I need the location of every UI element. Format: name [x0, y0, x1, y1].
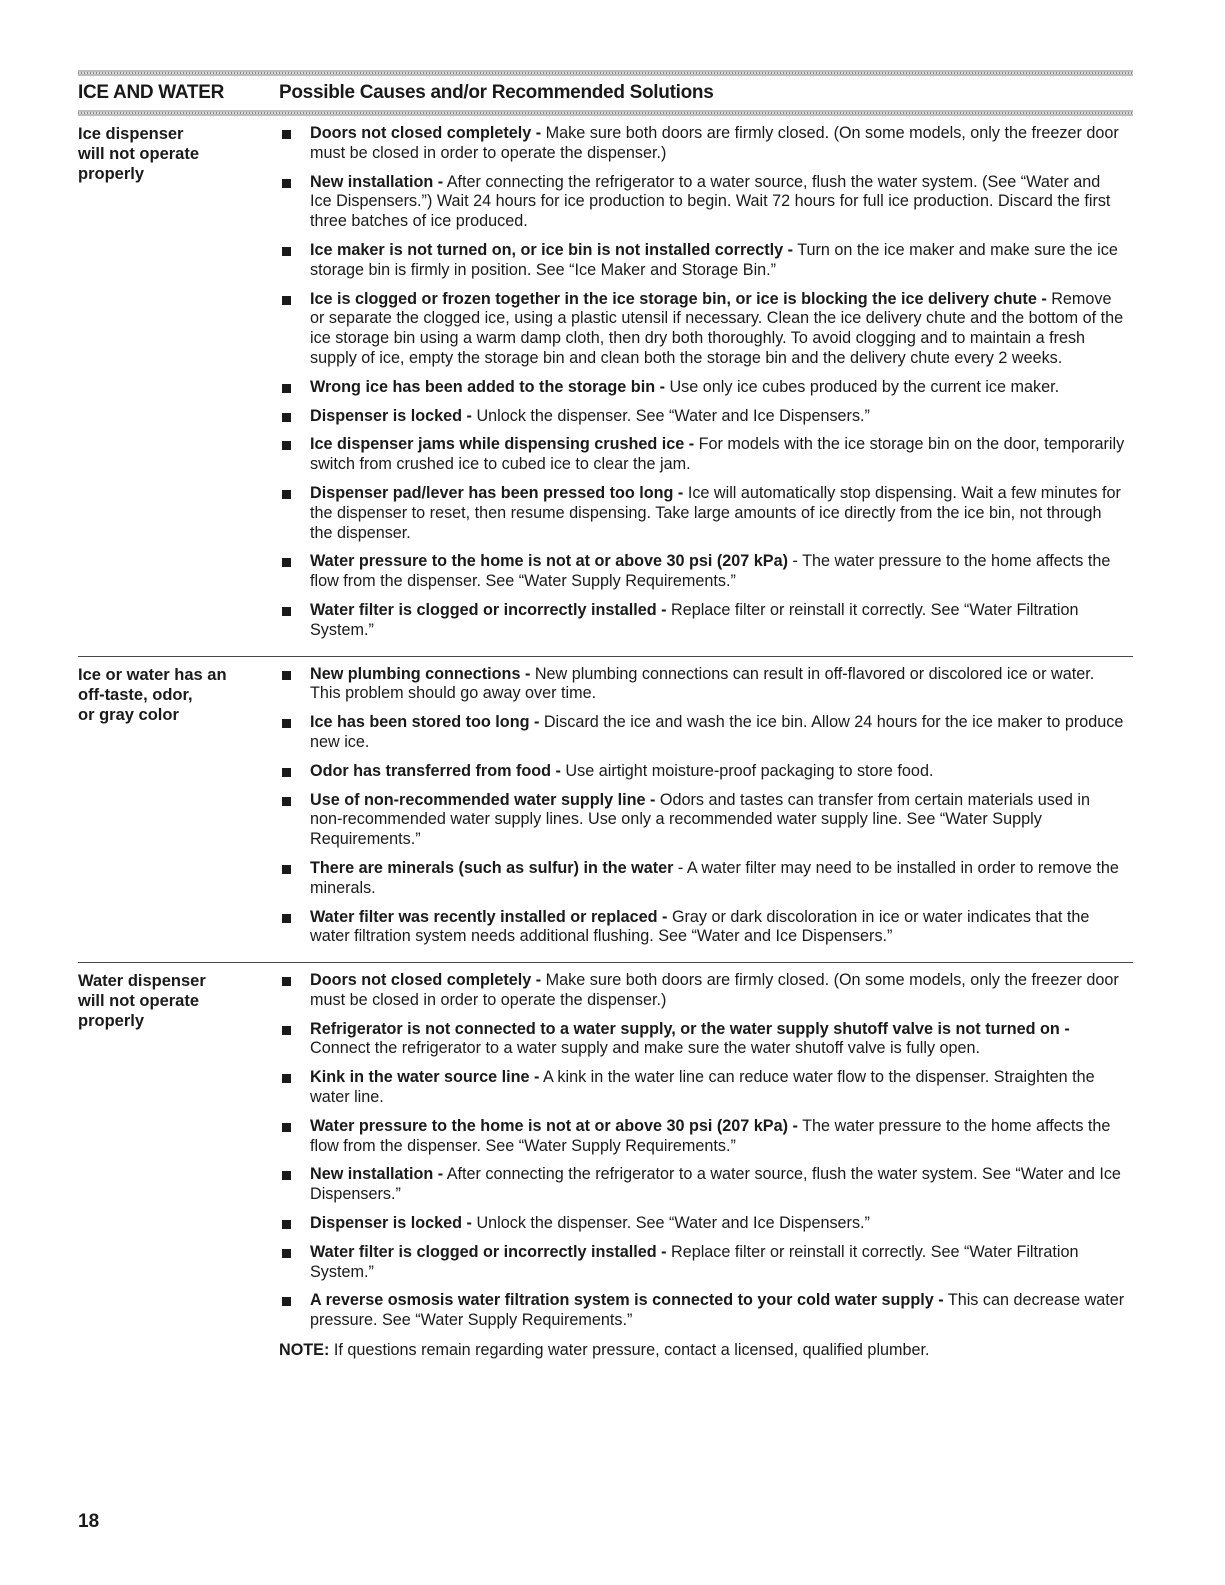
header-category: ICE AND WATER: [78, 82, 224, 103]
square-bullet-icon: [279, 435, 310, 475]
square-bullet-icon: [279, 859, 310, 899]
solution-item: [279, 859, 1133, 899]
square-bullet-icon: [279, 1117, 310, 1157]
solution-text: [310, 1214, 1133, 1234]
solution-text: [310, 601, 1133, 641]
solution-cause: Water pressure to the home is not at or above 30 psi (207 kPa): [310, 552, 788, 571]
solution-remedy: Gray or dark discoloration in ice or water indicates that the water filtration system needs additional flushing. See “Water and Ice Dispensers.”: [310, 907, 1090, 946]
problem-title-line: Ice or water has an: [78, 665, 227, 684]
problem-title-line: Ice dispenser: [78, 125, 184, 143]
solution-remedy: Make sure both doors are firmly closed. (On some models, only the freezer door must be closed in order to operate the dispenser.): [310, 124, 1119, 162]
solution-cause: New plumbing connections -: [310, 664, 531, 683]
solution-cause: Dispenser pad/lever has been pressed too long -: [310, 483, 684, 502]
solution-text: [310, 124, 1133, 164]
solution-text: [310, 1117, 1133, 1157]
solution-cause: Ice is clogged or frozen together in the ice storage bin, or ice is blocking the ice delivery chute -: [310, 289, 1047, 308]
square-bullet-icon: [279, 1214, 310, 1234]
solution-remedy: Discard the ice and wash the ice bin. Allow 24 hours for the ice maker to produce new ice.: [310, 713, 1124, 751]
solution-text: [310, 908, 1133, 948]
solution-remedy: The water pressure to the home affects the flow from the dispenser. See “Water Supply Requirements.”: [310, 1116, 1111, 1155]
page-number: 18: [78, 1511, 100, 1532]
solution-cause: Dispenser is locked -: [310, 1214, 472, 1233]
solution-text: [310, 971, 1133, 1011]
solution-remedy: For models with the ice storage bin on the door, temporarily switch from crushed ice to cubed ice to clear the jam.: [310, 435, 1125, 474]
solution-remedy: Turn on the ice maker and make sure the ice storage bin is firmly in position. See “Ice Maker and Storage Bin.”: [310, 240, 1118, 279]
square-bullet-icon: [279, 908, 310, 948]
solution-cause: New installation -: [310, 1165, 444, 1184]
problem-section: [78, 657, 1133, 964]
problem-title-line: off-taste, odor,: [78, 685, 193, 704]
solution-remedy: Use only ice cubes produced by the current ice maker.: [664, 377, 1060, 396]
solution-item: [279, 378, 1133, 398]
solution-remedy: - A water filter may need to be installed in order to remove the minerals.: [310, 858, 1119, 897]
table-header: [78, 70, 1133, 116]
solution-text: [310, 713, 1133, 753]
square-bullet-icon: [279, 173, 310, 232]
solution-item: [279, 290, 1133, 369]
solution-text: [310, 1243, 1133, 1283]
note: [279, 1340, 1133, 1360]
solution-remedy: After connecting the refrigerator to a water source, flush the water system. (See “Water and Ice Dispensers.”) Wait 24 hours for ice production to begin. Wait 72 hours for full ice production. Discard the first three batches of ice produced.: [310, 172, 1111, 231]
square-bullet-icon: [279, 407, 310, 427]
square-bullet-icon: [279, 1291, 310, 1331]
square-bullet-icon: [279, 290, 310, 369]
solution-text: [310, 552, 1133, 592]
solution-cause: Use of non-recommended water supply line -: [310, 790, 656, 809]
solution-cause: Ice dispenser jams while dispensing crushed ice -: [310, 435, 695, 454]
square-bullet-icon: [279, 601, 310, 641]
solution-remedy: New plumbing connections can result in off-flavored or discolored ice or water. This problem should go away over time.: [310, 664, 1095, 703]
solution-item: [279, 241, 1133, 281]
solution-text: [310, 435, 1133, 475]
solution-remedy: Odors and tastes can transfer from certain materials used in non-recommended water supply lines. Use only a recommended water supply line. See “Water Supply Requirements.”: [310, 790, 1090, 849]
solution-text: [310, 173, 1133, 232]
square-bullet-icon: [279, 665, 310, 705]
solution-text: [310, 290, 1133, 369]
square-bullet-icon: [279, 971, 310, 1011]
solution-item: [279, 124, 1133, 164]
troubleshooting-page: [78, 70, 1133, 1366]
solution-item: [279, 1291, 1133, 1331]
solution-text: [310, 484, 1133, 543]
solution-item: [279, 1165, 1133, 1205]
solution-item: [279, 713, 1133, 753]
solution-cause: Dispenser is locked -: [310, 406, 472, 425]
solution-item: [279, 908, 1133, 948]
solution-cause: Doors not closed completely -: [310, 971, 542, 990]
solution-cause: Wrong ice has been added to the storage bin -: [310, 377, 665, 396]
solution-cause: Kink in the water source line -: [310, 1068, 540, 1087]
square-bullet-icon: [279, 552, 310, 592]
solution-item: [279, 665, 1133, 705]
solution-remedy: This can decrease water pressure. See “Water Supply Requirements.”: [310, 1291, 1125, 1330]
solution-remedy: A kink in the water line can reduce water flow to the dispenser. Straighten the water line.: [310, 1068, 1095, 1107]
solution-remedy: Remove or separate the clogged ice, using a plastic utensil if necessary. Clean the ice delivery chute and the bottom of the ice storage bin using a warm damp cloth, then dry both thoroughly. To avoid clogging and to maintain a fresh supply of ice, empty the storage bin and clean both the storage bin and the delivery chute every 2 weeks.: [310, 289, 1124, 367]
square-bullet-icon: [279, 124, 310, 164]
solution-item: [279, 1117, 1133, 1157]
solutions-list: [279, 124, 1133, 650]
solution-item: [279, 173, 1133, 232]
solutions-list: [279, 971, 1133, 1360]
square-bullet-icon: [279, 762, 310, 782]
solutions-list: [279, 665, 1133, 957]
square-bullet-icon: [279, 1020, 310, 1060]
solution-item: [279, 407, 1133, 427]
solution-item: [279, 1068, 1133, 1108]
solution-item: [279, 1243, 1133, 1283]
solution-item: [279, 484, 1133, 543]
problem-title-line: properly: [78, 165, 145, 183]
solution-cause: Doors not closed completely -: [310, 124, 542, 142]
solution-remedy: Make sure both doors are firmly closed. (On some models, only the freezer door must be closed in order to operate the dispenser.): [310, 971, 1119, 1009]
troubleshooting-table: [78, 116, 1133, 1366]
solution-item: [279, 762, 1133, 782]
square-bullet-icon: [279, 241, 310, 281]
problem-section: [78, 116, 1133, 657]
problem-title: [78, 665, 279, 957]
solution-cause: There are minerals (such as sulfur) in the water: [310, 858, 674, 877]
solution-remedy: Replace filter or reinstall it correctly. See “Water Filtration System.”: [310, 600, 1079, 639]
solution-text: [310, 791, 1133, 850]
problem-title: [78, 971, 279, 1360]
square-bullet-icon: [279, 713, 310, 753]
solution-cause: Water filter is clogged or incorrectly installed -: [310, 1242, 667, 1261]
square-bullet-icon: [279, 1068, 310, 1108]
solution-remedy: After connecting the refrigerator to a water source, flush the water system. See “Water and Ice Dispensers.”: [310, 1165, 1121, 1204]
solution-remedy: Unlock the dispenser. See “Water and Ice Dispensers.”: [471, 406, 870, 425]
solution-remedy: Replace filter or reinstall it correctly. See “Water Filtration System.”: [310, 1242, 1079, 1281]
solution-text: [310, 859, 1133, 899]
solution-remedy: Connect the refrigerator to a water supply and make sure the water shutoff valve is fully open.: [310, 1039, 981, 1058]
solution-cause: Odor has transferred from food -: [310, 761, 561, 780]
solution-item: [279, 601, 1133, 641]
solution-item: [279, 435, 1133, 475]
square-bullet-icon: [279, 1165, 310, 1205]
note-label: NOTE:: [279, 1341, 330, 1360]
problem-title-line: or gray color: [78, 705, 179, 724]
solution-cause: New installation -: [310, 172, 444, 191]
solution-text: [310, 665, 1133, 705]
solution-cause: Ice maker is not turned on, or ice bin is not installed correctly -: [310, 240, 794, 259]
solution-remedy: Ice will automatically stop dispensing. Wait a few minutes for the dispenser to reset, then resume dispensing. Take large amounts of ice directly from the ice bin, not through the dispenser.: [310, 483, 1121, 542]
solution-text: [310, 1068, 1133, 1108]
solution-item: [279, 552, 1133, 592]
solution-remedy: - The water pressure to the home affects the flow from the dispenser. See “Water Supply Requirements.”: [310, 552, 1111, 591]
header-solutions: Possible Causes and/or Recommended Solutions: [279, 82, 714, 103]
problem-title-line: Water dispenser: [78, 972, 206, 991]
solution-cause: Water pressure to the home is not at or above 30 psi (207 kPa) -: [310, 1116, 798, 1135]
solution-text: [310, 241, 1133, 281]
square-bullet-icon: [279, 1243, 310, 1283]
solution-cause: Water filter is clogged or incorrectly installed -: [310, 600, 667, 619]
problem-title: [78, 124, 279, 650]
note-text: If questions remain regarding water pressure, contact a licensed, qualified plumber.: [329, 1341, 930, 1360]
problem-section: [78, 963, 1133, 1366]
solution-text: [310, 378, 1133, 398]
solution-text: [310, 1165, 1133, 1205]
square-bullet-icon: [279, 791, 310, 850]
solution-text: [310, 1020, 1133, 1060]
solution-item: [279, 971, 1133, 1011]
solution-cause: Water filter was recently installed or replaced -: [310, 907, 668, 926]
square-bullet-icon: [279, 378, 310, 398]
solution-cause: A reverse osmosis water filtration system is connected to your cold water supply -: [310, 1291, 944, 1310]
solution-text: [310, 1291, 1133, 1331]
solution-item: [279, 1020, 1133, 1060]
solution-text: [310, 407, 1133, 427]
solution-item: [279, 1214, 1133, 1234]
solution-item: [279, 791, 1133, 850]
solution-remedy: Use airtight moisture-proof packaging to store food.: [560, 761, 934, 780]
problem-title-line: will not operate: [78, 992, 200, 1011]
solution-cause: Refrigerator is not connected to a water supply, or the water supply shutoff valve is not turned on -: [310, 1019, 1070, 1038]
square-bullet-icon: [279, 484, 310, 543]
solution-remedy: Unlock the dispenser. See “Water and Ice Dispensers.”: [471, 1214, 870, 1233]
problem-title-line: will not operate: [78, 145, 200, 163]
solution-cause: Ice has been stored too long -: [310, 713, 540, 732]
solution-text: [310, 762, 1133, 782]
problem-title-line: properly: [78, 1012, 145, 1031]
